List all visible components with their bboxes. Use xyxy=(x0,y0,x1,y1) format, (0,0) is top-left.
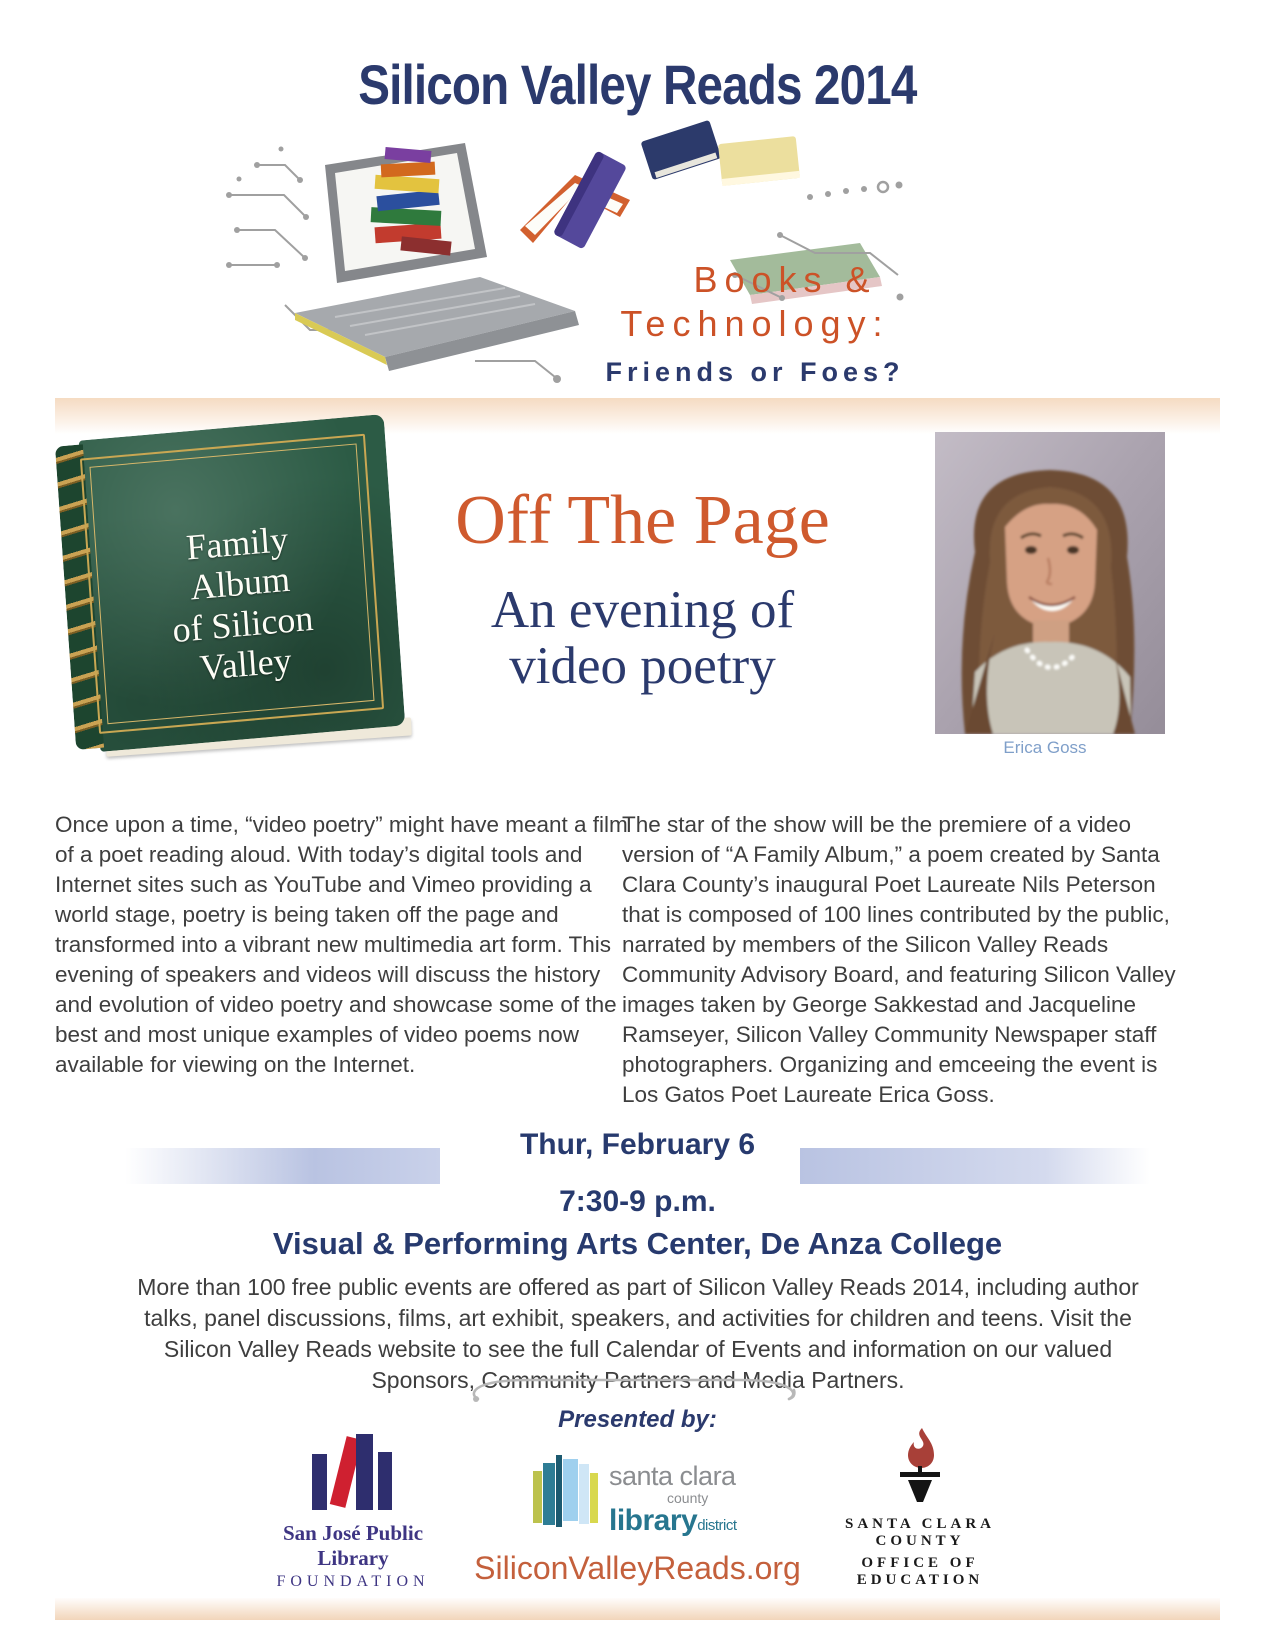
book-cover-title: Family Album of Silicon Valley xyxy=(171,518,315,688)
sccl-county: county xyxy=(667,1490,709,1506)
event-venue: Visual & Performing Arts Center, De Anza College xyxy=(272,1226,1003,1261)
left-paragraph: Once upon a time, “video poetry” might have meant a film of a poet reading aloud. With today’s digital tools and Internet sites such as YouTube and Vimeo providing a world stage, poetry is being taken off the page and transformed into a vibrant new multimedia art form. This evening of speakers and videos will discuss the history and evolution of video poetry and showcase some of the best and most unique examples of video poems now available for viewing on the Internet. xyxy=(55,812,628,1077)
sccoe-line1: SANTA CLARA COUNTY xyxy=(845,1516,995,1549)
event-subtitle-line2: video poetry xyxy=(509,637,776,695)
info-paragraph: More than 100 free public events are offered as part of Silicon Valley Reads 2014, including author talks, panel discussions, films, art exhibit, speakers, and activities for children and teens. Visit the Silicon Valley Reads website to see the full Calendar of Events and information on our valued Sponsors, Community Partners and Media Partners. xyxy=(137,1274,1139,1393)
photo-caption: Erica Goss xyxy=(1003,738,1087,757)
tagline-technology: Technology: xyxy=(620,303,890,344)
sccl-district: district xyxy=(697,1517,737,1534)
presented-by-label: Presented by: xyxy=(558,1406,717,1433)
sjpl-books-icon xyxy=(308,1432,398,1512)
tagline-friends-or-foes: Friends or Foes? xyxy=(605,357,905,387)
tagline xyxy=(580,258,930,392)
website-link[interactable]: SiliconValleyReads.org xyxy=(474,1550,801,1586)
family-album-book-image xyxy=(55,414,406,754)
sccl-library: librarydistrict xyxy=(609,1504,737,1537)
tagline-books: Books & xyxy=(693,259,877,300)
event-subtitle-line1: An evening of xyxy=(490,581,795,639)
sjpl-foundation-label: FOUNDATION xyxy=(276,1573,430,1590)
laptop-graphic xyxy=(295,143,579,371)
sjpl-name: San José Public Library xyxy=(282,1521,424,1570)
event-title: Off The Page xyxy=(455,482,830,559)
sccoe-line2: OFFICE OF EDUCATION xyxy=(856,1555,984,1588)
event-time: 7:30-9 p.m. xyxy=(559,1185,716,1218)
sccl-district-logo xyxy=(533,1455,763,1536)
event-date: Thur, February 6 xyxy=(519,1128,756,1161)
page-title: Silicon Valley Reads 2014 xyxy=(358,53,917,116)
sccl-santa-clara: santa clara xyxy=(609,1461,736,1491)
torch-icon xyxy=(892,1428,948,1506)
sccl-books-icon xyxy=(533,1455,601,1529)
erica-goss-photo xyxy=(935,432,1165,734)
bottom-divider-bar xyxy=(55,1598,1220,1620)
right-paragraph: The star of the show will be the premiere of a video version of “A Family Album,” a poem created by Santa Clara County’s inaugural Poet Laureate Nils Peterson that is composed of 100 lines contributed by the public, narrated by members of the Silicon Valley Reads Community Advisory Board, and featuring Silicon Valley images taken by George Sakkestad and Jacqueline Ramseyer, Silicon Valley Community Newspaper staff photographers. Organizing and emceeing the event is Los Gatos Poet Laureate Erica Goss. xyxy=(622,812,1176,1107)
bracket-divider xyxy=(468,1378,808,1402)
